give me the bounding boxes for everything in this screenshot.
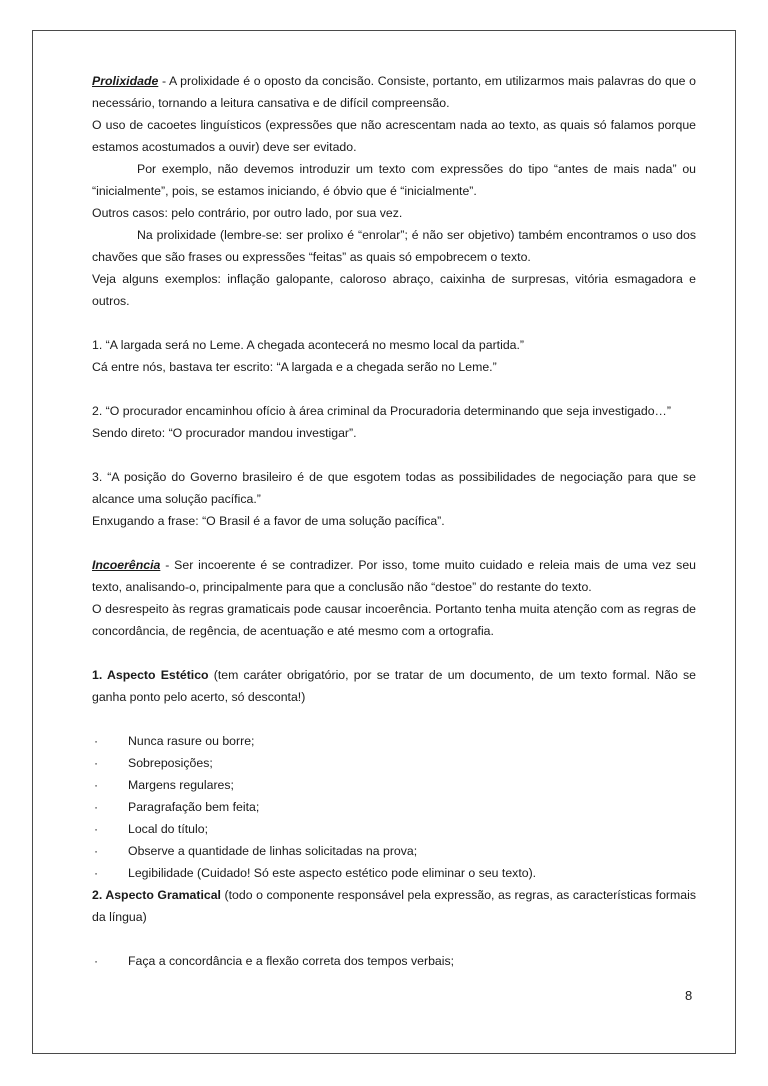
example-rewrite: Enxugando a frase: “O Brasil é a favor de uma solução pacífica”. <box>92 514 445 528</box>
list-item-text: Faça a concordância e a flexão correta dos tempos verbais; <box>128 954 455 968</box>
list-item <box>92 796 696 818</box>
paragraph-prolixidade <box>92 70 696 114</box>
paragraph-incoerencia <box>92 554 696 598</box>
bullet-icon: · <box>94 954 99 968</box>
example-rewrite: Sendo direto: “O procurador mandou investigar”. <box>92 426 357 440</box>
paragraph: Veja alguns exemplos: inflação galopante, caloroso abraço, caixinha de surpresas, vitória esmagadora e outros. <box>92 272 696 308</box>
list-item <box>92 752 696 774</box>
example-original: 2. “O procurador encaminhou ofício à área criminal da Procuradoria determinando que seja investigado…” <box>92 404 671 418</box>
list-item <box>92 840 696 862</box>
section-aspecto-gramatical <box>92 884 696 928</box>
term-incoerencia: Incoerência <box>92 558 161 572</box>
section-heading: 1. Aspecto Estético <box>92 668 209 682</box>
list-item-text: Nunca rasure ou borre; <box>128 734 255 748</box>
example-original: 1. “A largada será no Leme. A chegada acontecerá no mesmo local da partida.” <box>92 338 525 352</box>
section-text: (tem caráter obrigatório, por se tratar de um documento, de um texto formal. Não se ganha ponto pelo acerto, só desconta!) <box>92 668 696 704</box>
bullet-icon: · <box>94 800 99 814</box>
paragraph: Por exemplo, não devemos introduzir um texto com expressões do tipo “antes de mais nada” ou “inicialmente”, pois, se estamos iniciando, é óbvio que é “inicialmente”. <box>92 162 696 198</box>
paragraph-text: - A prolixidade é o oposto da concisão. Consiste, portanto, em utilizarmos mais palavras do que o necessário, tornando a leitura cansativa e de difícil compreensão. <box>92 74 696 110</box>
bullet-icon: · <box>94 822 99 836</box>
paragraph: Na prolixidade (lembre-se: ser prolixo é “enrolar”; é não ser objetivo) também encontramos o uso dos chavões que são frases ou expressões “feitas” as quais só empobrecem o texto. <box>92 228 696 264</box>
list-item-text: Margens regulares; <box>128 778 234 792</box>
page-number: 8 <box>685 988 693 1003</box>
list-item <box>92 862 696 884</box>
list-item-text: Observe a quantidade de linhas solicitadas na prova; <box>128 844 418 858</box>
bullet-icon: · <box>94 734 99 748</box>
list-item <box>92 730 696 752</box>
list-item-text: Legibilidade (Cuidado! Só este aspecto estético pode eliminar o seu texto). <box>128 866 537 880</box>
bullet-icon: · <box>94 844 99 858</box>
term-prolixidade: Prolixidade <box>92 74 159 88</box>
paragraph: O desrespeito às regras gramaticais pode causar incoerência. Portanto tenha muita atenção com as regras de concordância, de regência, de acentuação e até mesmo com a ortografia. <box>92 602 696 638</box>
example-rewrite: Cá entre nós, bastava ter escrito: “A largada e a chegada serão no Leme.” <box>92 360 497 374</box>
list-item-text: Sobreposições; <box>128 756 213 770</box>
bullet-icon: · <box>94 866 99 880</box>
bullet-icon: · <box>94 778 99 792</box>
section-aspecto-estetico <box>92 664 696 708</box>
bullet-icon: · <box>94 756 99 770</box>
list-item-text: Local do título; <box>128 822 208 836</box>
section-text: (todo o componente responsável pela expressão, as regras, as características formais da língua) <box>92 888 696 924</box>
example-original: 3. “A posição do Governo brasileiro é de que esgotem todas as possibilidades de negociação para que se alcance uma solução pacífica.” <box>92 470 696 506</box>
paragraph: Outros casos: pelo contrário, por outro lado, por sua vez. <box>92 206 403 220</box>
paragraph-text: - Ser incoerente é se contradizer. Por isso, tome muito cuidado e releia mais de uma vez seu texto, analisando-o, principalmente para que a conclusão não “destoe” do restante do texto. <box>92 558 696 594</box>
section-heading: 2. Aspecto Gramatical <box>92 888 221 902</box>
list-item <box>92 950 696 972</box>
list-item <box>92 818 696 840</box>
list-item <box>92 774 696 796</box>
list-item-text: Paragrafação bem feita; <box>128 800 260 814</box>
page-content <box>92 70 696 972</box>
paragraph: O uso de cacoetes linguísticos (expressões que não acrescentam nada ao texto, as quais só falamos porque estamos acostumados a ouvir) deve ser evitado. <box>92 118 696 154</box>
